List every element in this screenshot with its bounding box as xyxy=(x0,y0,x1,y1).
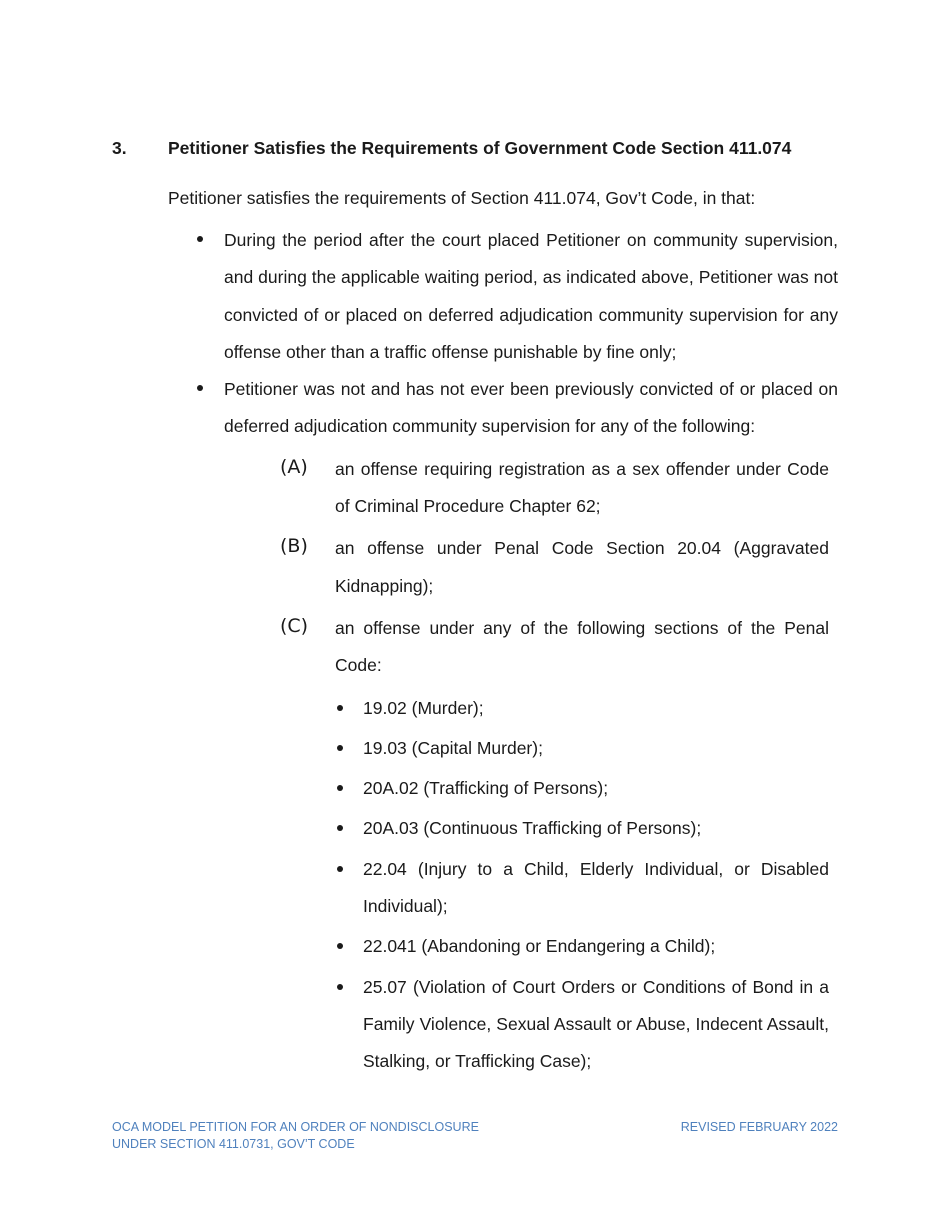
penal-code-section: 25.07 (Violation of Court Orders or Conditions of Bond in a Family Violence, Sexual Assault or Abuse, Indecent Assault, Stalking, or Trafficking Case); xyxy=(363,976,829,1072)
offense-item xyxy=(280,610,829,685)
list-item xyxy=(363,928,829,965)
list-item-text: During the period after the court placed Petitioner on community supervision, and during the applicable waiting period, as indicated above, Petitioner was not convicted of or placed on deferred adjudication community supervision for any offense other than a traffic offense punishable by fine only; xyxy=(224,230,838,362)
offense-label: (C) xyxy=(280,614,309,637)
penal-code-section: 22.04 (Injury to a Child, Elderly Individual, or Disabled Individual); xyxy=(363,858,829,917)
bullet-icon xyxy=(337,745,343,751)
bullet-icon xyxy=(337,785,343,791)
list-item xyxy=(363,770,829,807)
offense-item xyxy=(280,451,829,526)
list-item xyxy=(363,730,829,767)
bullet-icon xyxy=(337,825,343,831)
footer-revision-date: REVISED FEBRUARY 2022 xyxy=(680,1120,838,1134)
penal-code-section: 19.02 (Murder); xyxy=(363,697,484,718)
offense-text: an offense under any of the following sections of the Penal Code: xyxy=(335,617,829,676)
list-item xyxy=(363,851,829,926)
intro-paragraph: Petitioner satisfies the requirements of Section 411.074, Gov’t Code, in that: xyxy=(168,188,756,208)
bullet-icon xyxy=(337,705,343,711)
list-item xyxy=(224,222,838,371)
section-title: Petitioner Satisfies the Requirements of Government Code Section 411.074 xyxy=(168,138,792,158)
requirements-list xyxy=(0,222,950,1084)
footer-line-2: UNDER SECTION 411.0731, GOV’T CODE xyxy=(112,1137,355,1151)
offense-item xyxy=(280,530,829,605)
bullet-icon xyxy=(197,385,203,391)
section-number: 3. xyxy=(112,138,127,158)
footer-line-1: OCA MODEL PETITION FOR AN ORDER OF NONDISCLOSURE xyxy=(112,1120,479,1134)
list-item xyxy=(363,690,829,727)
list-item xyxy=(363,969,829,1081)
penal-code-section: 22.041 (Abandoning or Endangering a Child); xyxy=(363,936,716,957)
bullet-icon xyxy=(197,236,203,242)
offense-text: an offense requiring registration as a sex offender under Code of Criminal Procedure Chapter 62; xyxy=(335,458,829,517)
bullet-icon xyxy=(337,943,343,949)
offense-label: (B) xyxy=(280,535,308,558)
penal-code-section-list xyxy=(363,690,829,1081)
bullet-icon xyxy=(337,866,343,872)
penal-code-section: 20A.03 (Continuous Trafficking of Persons); xyxy=(363,818,702,839)
footer-form-title xyxy=(112,1119,479,1153)
offense-text: an offense under Penal Code Section 20.04 (Aggravated Kidnapping); xyxy=(335,538,829,596)
list-item xyxy=(363,810,829,847)
penal-code-section: 20A.02 (Trafficking of Persons); xyxy=(363,778,609,799)
list-item-text: Petitioner was not and has not ever been previously convicted of or placed on deferred adjudication community supervision for any of the following: xyxy=(224,379,838,437)
penal-code-section: 19.03 (Capital Murder); xyxy=(363,737,543,758)
offense-list xyxy=(280,451,829,685)
list-item xyxy=(224,371,838,446)
offense-label: (A) xyxy=(280,455,308,478)
bullet-icon xyxy=(337,984,343,990)
